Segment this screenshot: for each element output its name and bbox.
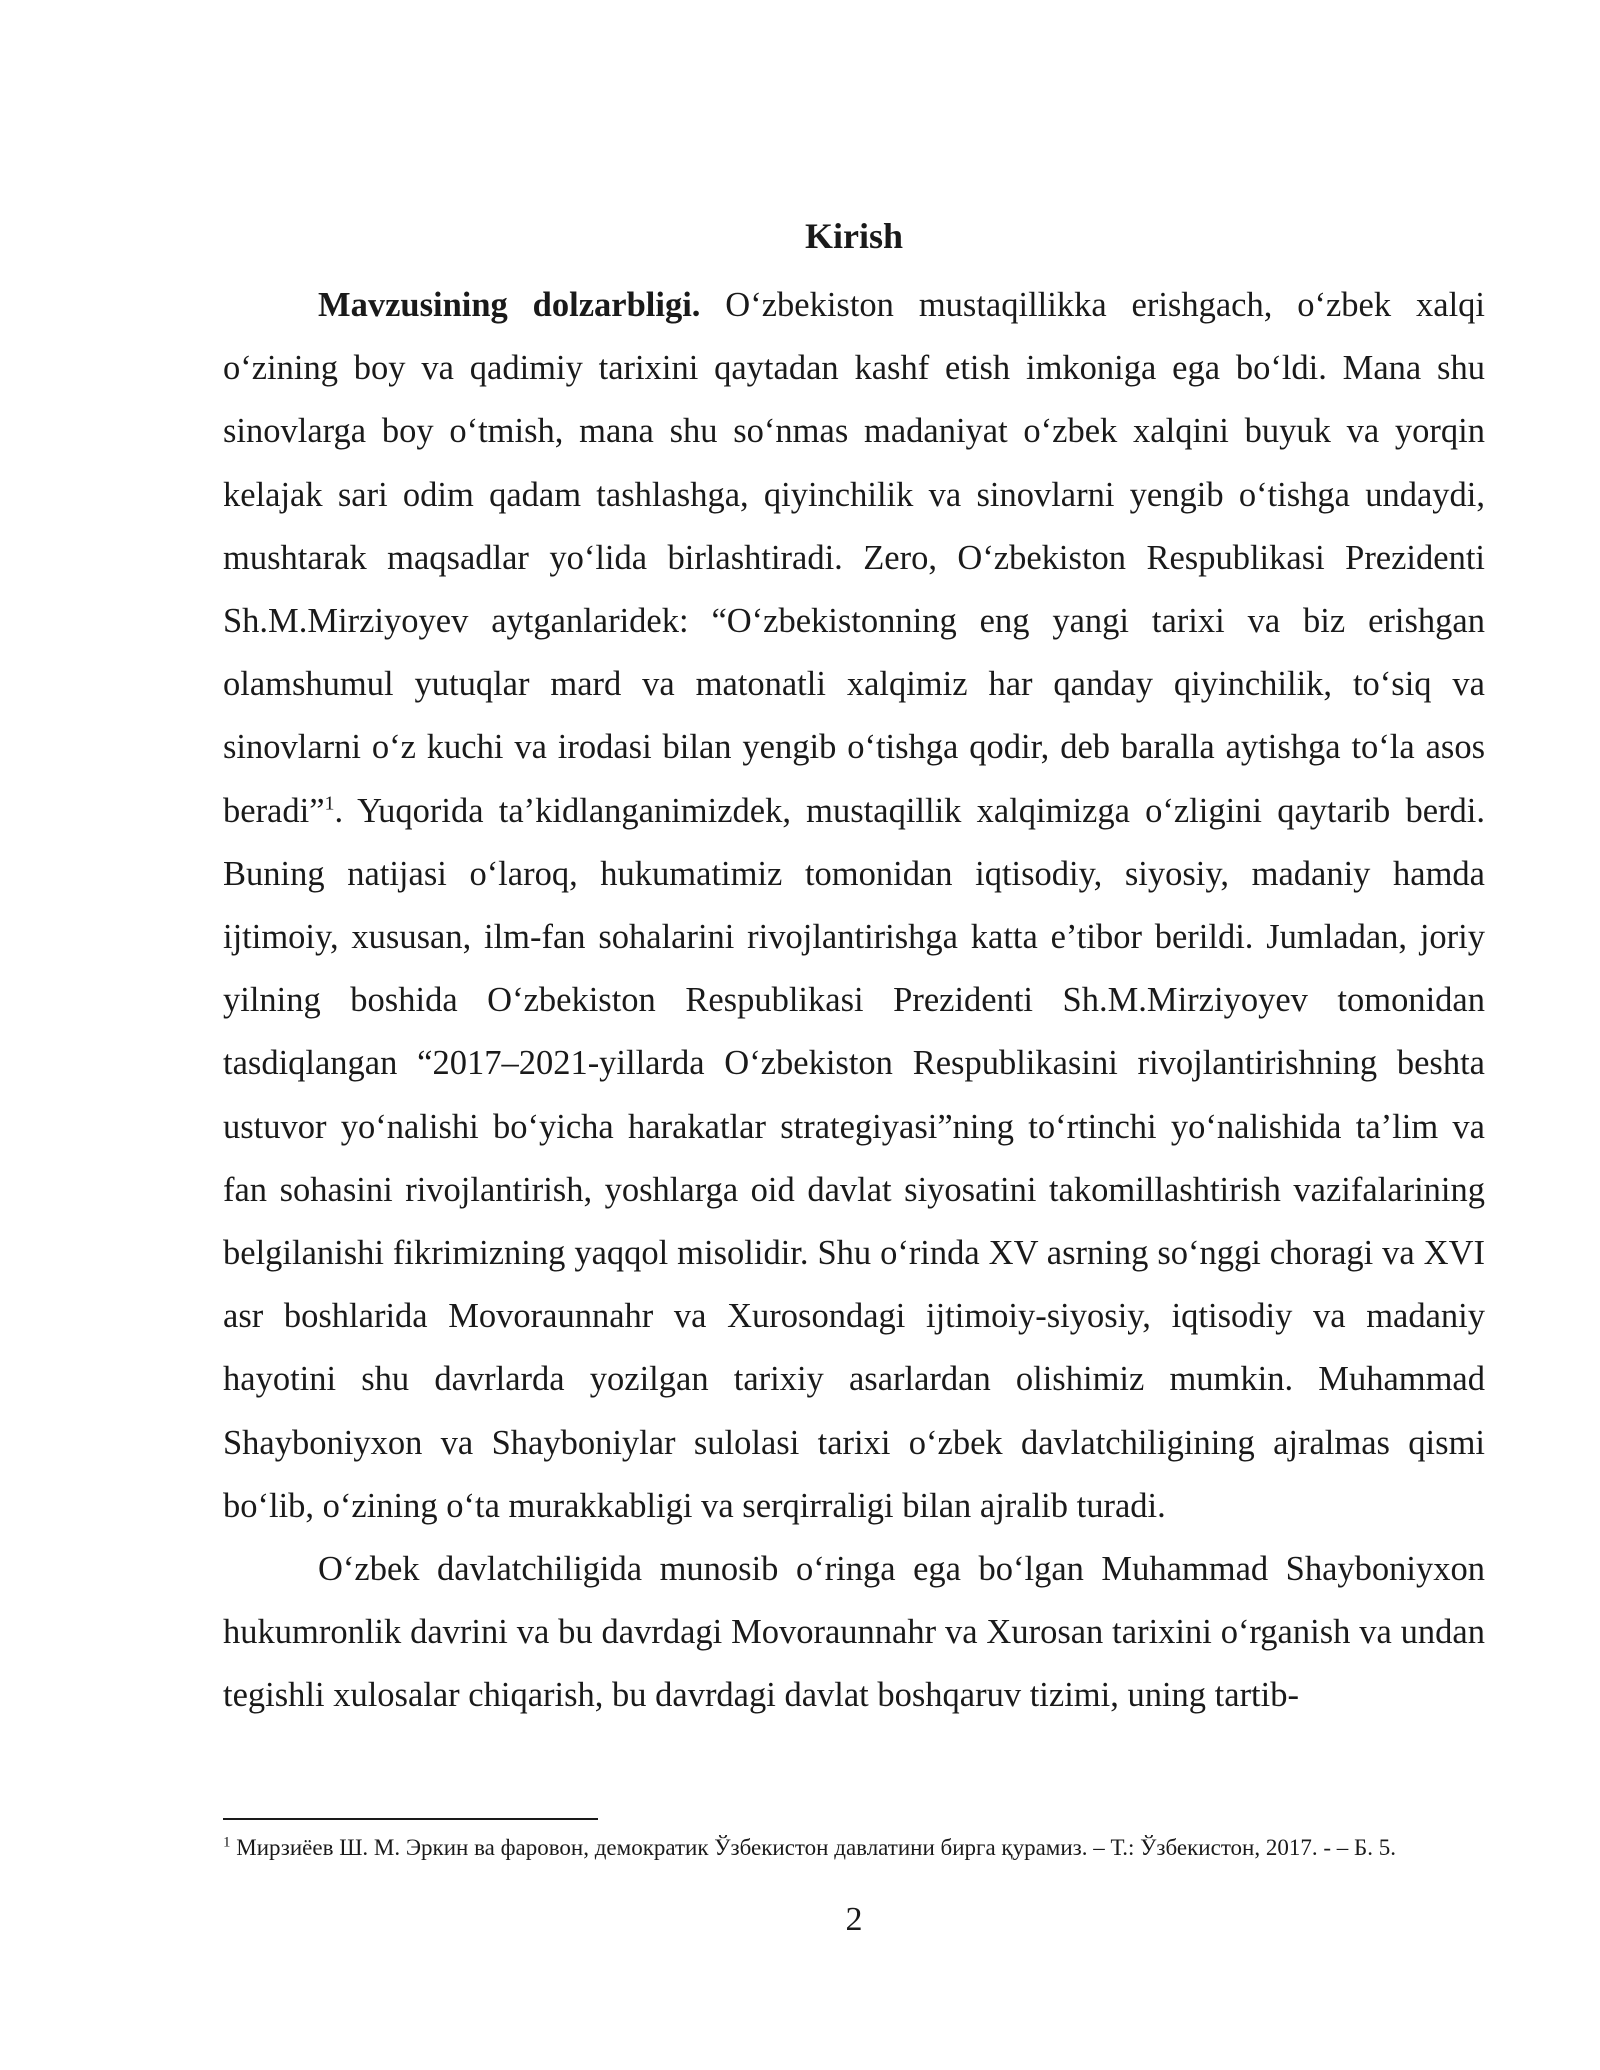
paragraph-text: O‘zbekiston mustaqillikka erishgach, o‘zbek xalqi o‘zining boy va qadimiy tarixini qaytadan kashf etish imkoniga ega bo‘ldi. Mana shu sinovlarga boy o‘tmish, mana shu so‘nmas madaniyat o‘zbek xalqini buyuk va yorqin kelajak sari odim qadam tashlashga, qiyinchilik va sinovlarni yengib o‘tishga undaydi, mushtarak maqsadlar yo‘lida birlashtiradi. Zero, O‘zbekiston Respublikasi Prezidenti Sh.M.Mirziyoyev aytganlaridek: “O‘zbekistonning eng yangi tarixi va biz erishgan olamshumul yutuqlar mard va matonatli xalqimiz har qanday qiyinchilik, to‘siq va sinovlarni o‘z kuchi va irodasi bilan yengib o‘tishga qodir, deb baralla aytishga to‘la asos beradi” [223,286,1485,830]
document-page [223,0,1485,2070]
footnote-text: Мирзиёев Ш. М. Эркин ва фаровон, демократик Ўзбекистон давлатини бирга қурамиз. – Т.: Ўзбекистон, 2017. - – Б. 5. [230,1835,1396,1860]
paragraph-second: O‘zbek davlatchiligida munosib o‘ringa ega bo‘lgan Muhammad Shayboniyxon hukumronlik davrini va bu davrdagi Movoraunnahr va Xurosan tarixini o‘rganish va undan tegishli xulosalar chiqarish, bu davrdagi davlat boshqaruv tizimi, uning tartib- [223,1550,1485,1715]
paragraph-relevance [223,274,1485,1538]
footnote-marker: 1 [223,1834,231,1851]
page-number: 2 [845,1901,863,1938]
paragraph-lead: Mavzusining dolzarbligi. [318,286,701,324]
body-text [223,274,1485,1728]
footnote-reference[interactable]: 1 [324,792,335,815]
footnote-separator [223,1818,598,1820]
footnote [223,1832,1485,1864]
section-title: Kirish [804,216,903,256]
paragraph-text-continued: . Yuqorida ta’kidlanganimizdek, mustaqillik xalqimizga o‘zligini qaytarib berdi. Buning natijasi o‘laroq, hukumatimiz tomonidan iqtisodiy, siyosiy, madaniy hamda ijtimoiy, xususan, ilm-fan sohalarini rivojlantirishga katta e’tibor berildi. Jumladan, joriy yilning boshida O‘zbekiston Respublikasi Prezidenti Sh.M.Mirziyoyev tomonidan tasdiqlangan “2017–2021-yillarda O‘zbekiston Respublikasini rivojlantirishning beshta ustuvor yo‘nalishi bo‘yicha harakatlar strategiyasi”ning to‘rtinchi yo‘nalishida ta’lim va fan sohasini rivojlantirish, yoshlarga oid davlat siyosatini takomillashtirish vazifalarining belgilanishi fikrimizning yaqqol misolidir. Shu o‘rinda XV asrning so‘nggi choragi va XVI asr boshlarida Movoraunnahr va Xurosondagi ijtimoiy-siyosiy, iqtisodiy va madaniy hayotini shu davrlarda yozilgan tarixiy asarlardan olishimiz mumkin. Muhammad Shayboniyxon va Shayboniylar sulolasi tarixi o‘zbek davlatchiligining ajralmas qismi bo‘lib, o‘zining o‘ta murakkabligi va serqirraligi bilan ajralib turadi. [223,791,1485,1525]
